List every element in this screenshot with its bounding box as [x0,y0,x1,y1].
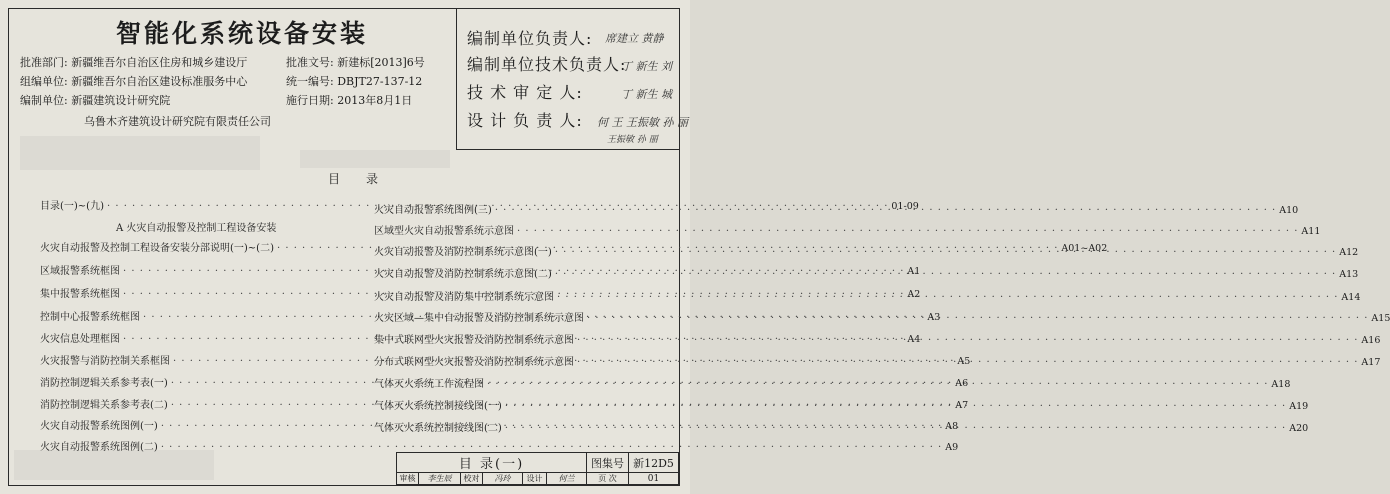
toc-entry[interactable]: 火灾信息处理框图 · · · A4 [40,330,330,344]
sheet-title: 目 录(一) [397,453,587,473]
toc-entry[interactable]: 集中式联网型火灾报警及消防控制系统示意图 · · · A16 [374,331,660,345]
scan-smudge [14,450,214,480]
toc-entry[interactable]: 气体灭火系统工作流程图 · · · A18 [374,375,660,389]
toc-entry[interactable]: 火灾报警与消防控制关系框图 · · · A5 [40,352,330,366]
toc-entry[interactable]: 气体灭火系统控制接线图(一) · · · A19 [374,397,660,411]
approve-dept: 批准部门: 新疆维吾尔自治区住房和城乡建设厅 [20,56,248,69]
toc-entry[interactable]: 火灾自动报警及消防集中控制系统示意图 · · · A14 [374,288,660,302]
toc-entry[interactable]: 火灾自动报警及消防控制系统示意图(一) · · · A12 [374,243,660,257]
toc-entry[interactable]: 气体灭火系统控制接线图(二) · · · A20 [374,419,660,433]
toc-entry[interactable]: 火灾自动报警系统图例(三) · · · A10 [374,201,660,215]
atlas-number: 新12D5 [629,453,679,473]
toc-heading-2: 录 [366,172,381,186]
design-signature: 何兰 [547,473,587,485]
signature-2: 丁 新生 刘 [621,60,672,73]
check-signature: 冯玲 [483,473,523,485]
toc-entry[interactable]: 火灾自动报警及控制工程设备安装分部说明(一)~(二) · · · A01~A02 [40,239,336,253]
compile-unit: 编制单位: 新疆建筑设计研究院 [20,94,171,107]
check-label: 校对 [461,473,483,485]
toc-entry[interactable]: 控制中心报警系统框图 · · · A3 [40,308,330,322]
scan-smudge [300,150,450,168]
page-label: 页 次 [587,473,629,485]
toc-entry[interactable]: 火灾自动报警系统图例(二) · · · A9 [40,438,330,452]
approve-doc: 批准文号: 新建标[2013]6号 [286,56,425,69]
review-label: 审核 [397,473,419,485]
sig-row-2: 编制单位技术负责人: [467,55,627,74]
toc-entry[interactable]: 区域型火灾自动报警系统示意图 · · · A11 [374,222,660,236]
sig-row-4: 设 计 负 责 人: [467,111,583,130]
header-info [8,8,456,132]
sig-row-1: 编制单位负责人: [467,29,593,48]
toc-heading: 目 [328,172,343,186]
signature-1: 席建立 黄静 [605,32,664,45]
signature-4: 何 王 王振敏 孙 丽 [597,116,688,129]
toc-entry[interactable]: 火灾自动报警系统图例(一) · · · A8 [40,417,330,431]
org-unit: 组编单位: 新疆维吾尔自治区建设标准服务中心 [20,75,248,88]
toc-entry[interactable]: 消防控制逻辑关系参考表(二) · · · A7 [40,396,330,410]
sig-row-3: 技 术 审 定 人: [467,83,583,102]
document-title: 智能化系统设备安装 [116,19,369,48]
toc-entry[interactable]: 火灾区域—集中自动报警及消防控制系统示意图 · · · A15 [374,309,660,323]
toc-section-a: A 火灾自动报警及控制工程设备安装 [116,223,277,234]
effective-date: 施行日期: 2013年8月1日 [286,94,413,107]
toc-entry[interactable]: 集中报警系统框图 · · · A2 [40,285,330,299]
signature-3: 丁 新生 城 [621,88,672,101]
title-block [396,452,680,486]
compile-unit-2: 乌鲁木齐建筑设计研究院有限责任公司 [84,115,271,128]
toc-entry[interactable]: 目录(一)~(九) · · · 01-09 [40,197,336,211]
signature-5: 王振敏 孙 丽 [607,135,658,145]
toc-entry[interactable]: 消防控制逻辑关系参考表(一) · · · A6 [40,374,330,388]
atlas-label: 图集号 [587,453,629,473]
toc-entry[interactable]: 分布式联网型火灾报警及消防控制系统示意图 · · · A17 [374,353,660,367]
page-number: 01 [629,473,679,485]
review-signature: 李生辰 [419,473,461,485]
signature-panel [456,8,688,150]
unified-no: 统一编号: DBJT27-137-12 [286,75,423,88]
toc-entry[interactable]: 火灾自动报警及消防控制系统示意图(二) · · · A13 [374,265,660,279]
design-label: 设计 [523,473,547,485]
scan-smudge [20,136,260,170]
toc-entry[interactable]: 区域报警系统框图 · · · A1 [40,262,330,276]
